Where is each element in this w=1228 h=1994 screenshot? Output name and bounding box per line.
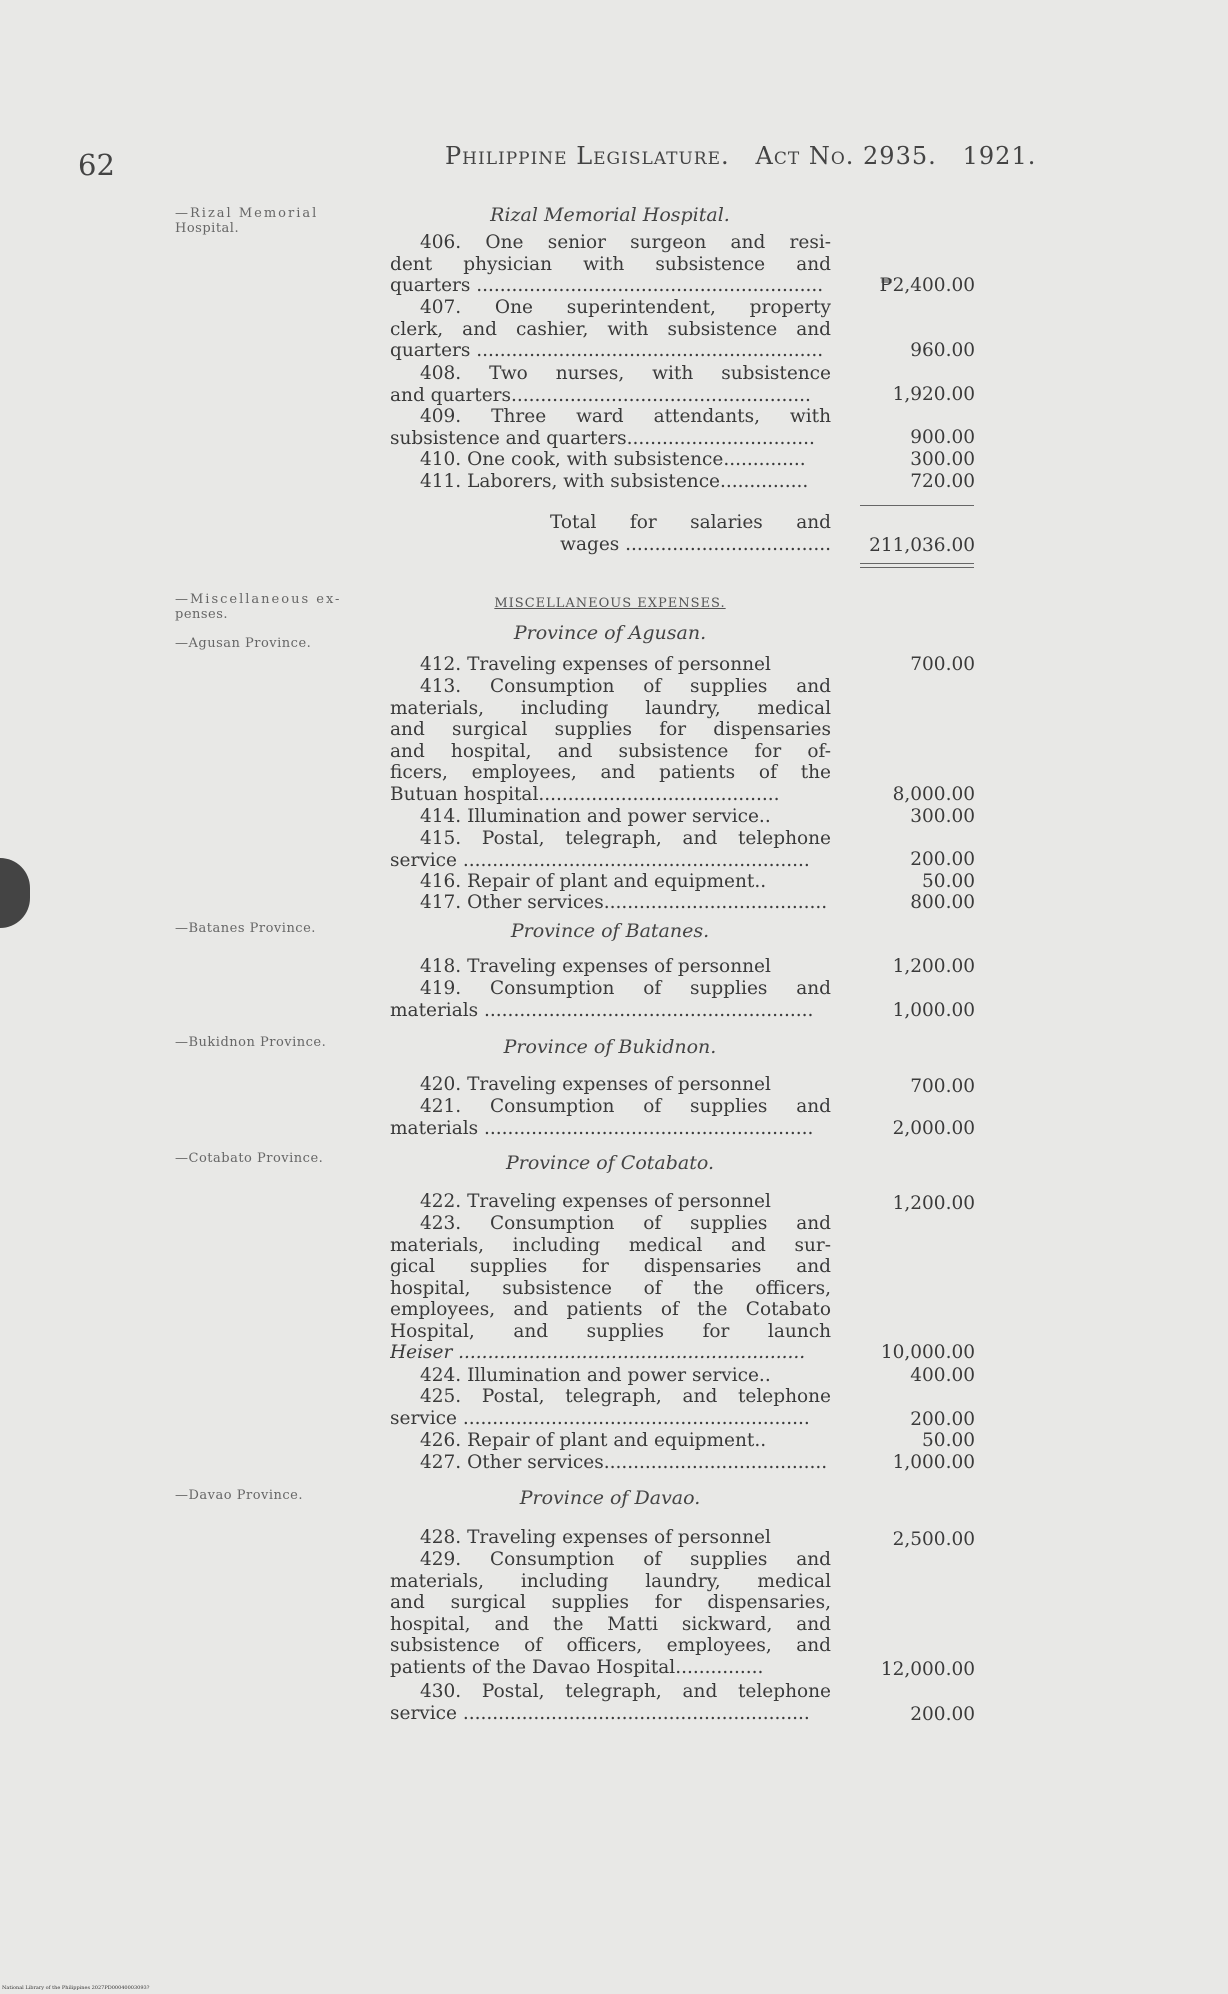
amount-408: 1,920.00 <box>892 384 975 405</box>
amount-416: 50.00 <box>922 871 975 892</box>
amount-417: 800.00 <box>910 892 975 913</box>
running-head-year: 1921. <box>962 142 1037 170</box>
margin-note-cotabato: —Cotabato Province. <box>175 1151 324 1166</box>
item-421: 421. Consumption of supplies and materials ........................................................ <box>390 1096 831 1139</box>
item-417: 417. Other services...................................... <box>420 892 828 913</box>
amount-418: 1,200.00 <box>892 956 975 977</box>
item-424: 424. Illumination and power service.. <box>420 1365 771 1386</box>
amount-415: 200.00 <box>910 849 975 870</box>
section-title-cotabato: Province of Cotabato. <box>506 1152 714 1174</box>
amount-409: 900.00 <box>910 427 975 448</box>
item-419: 419. Consumption of supplies and materials ........................................................ <box>390 978 831 1021</box>
amount-429: 12,000.00 <box>880 1659 975 1680</box>
item-428: 428. Traveling expenses of personnel <box>420 1527 771 1548</box>
running-head <box>445 142 1036 170</box>
section-title-agusan: Province of Agusan. <box>513 622 707 644</box>
amount-424: 400.00 <box>910 1365 975 1386</box>
section-title-rizal: Rizal Memorial Hospital. <box>490 204 730 226</box>
item-406: 406. One senior surgeon and resi- dent physician with subsistence and quarters ........................................................... <box>390 232 831 296</box>
item-411: 411. Laborers, with subsistence............... <box>420 471 809 492</box>
item-416: 416. Repair of plant and equipment.. <box>420 871 767 892</box>
amount-430: 200.00 <box>910 1704 975 1725</box>
item-413: 413. Consumption of supplies and materials, including laundry, medical and surgical supplies for dispensaries and hospital, and subsistence for of- ficers, employees, and patients of the Butuan hospital......................................... <box>390 676 831 805</box>
double-rule-bottom <box>860 567 974 568</box>
amount-428: 2,500.00 <box>892 1529 975 1550</box>
margin-note-agusan: —Agusan Province. <box>175 636 312 651</box>
margin-note-batanes: —Batanes Province. <box>175 921 316 936</box>
amount-411: 720.00 <box>910 471 975 492</box>
amount-413: 8,000.00 <box>892 784 975 805</box>
item-410: 410. One cook, with subsistence.............. <box>420 449 806 470</box>
total-salaries-label: Total for salaries and wages ................................... <box>550 512 831 555</box>
item-429: 429. Consumption of supplies and materials, including laundry, medical and surgical supplies for dispensaries, hospital, and the Matti sickward, and subsistence of officers, employees, and patients of the Davao Hospital............... <box>390 1549 831 1678</box>
item-409: 409. Three ward attendants, with subsistence and quarters................................ <box>390 406 831 449</box>
item-415: 415. Postal, telegraph, and telephone service ........................................................... <box>390 828 831 871</box>
running-head-act: Act No. 2935. <box>755 142 937 170</box>
amount-421: 2,000.00 <box>892 1118 975 1139</box>
amount-412: 700.00 <box>910 654 975 675</box>
item-407: 407. One superintendent, property clerk, and cashier, with subsistence and quarters ........................................................... <box>390 297 831 361</box>
margin-note-misc: —Miscellaneous ex- penses. <box>175 592 342 622</box>
section-title-bukidnon: Province of Bukidnon. <box>503 1036 717 1058</box>
double-rule-top <box>860 563 974 564</box>
page-edge-shadow <box>0 858 30 928</box>
total-salaries-amount: 211,036.00 <box>869 535 975 556</box>
amount-427: 1,000.00 <box>892 1452 975 1473</box>
item-427: 427. Other services...................................... <box>420 1452 828 1473</box>
amount-406: ₱2,400.00 <box>879 275 975 296</box>
item-425: 425. Postal, telegraph, and telephone service ........................................................... <box>390 1386 831 1429</box>
item-423: 423. Consumption of supplies and materials, including medical and sur- gical supplies for dispensaries and hospital, subsistence of the officers, employees, and patients of the Cotabato Hospital, and supplies for launch Heiser ........................................................... <box>390 1213 831 1363</box>
amount-410: 300.00 <box>910 449 975 470</box>
item-422: 422. Traveling expenses of personnel <box>420 1191 771 1212</box>
item-408: 408. Two nurses, with subsistence and quarters................................................... <box>390 363 831 406</box>
amount-426: 50.00 <box>922 1430 975 1451</box>
amount-407: 960.00 <box>910 340 975 361</box>
section-title-batanes: Province of Batanes. <box>510 920 710 942</box>
page-number: 62 <box>78 148 115 182</box>
item-426: 426. Repair of plant and equipment.. <box>420 1430 767 1451</box>
amount-425: 200.00 <box>910 1409 975 1430</box>
total-rule <box>860 505 974 506</box>
item-430: 430. Postal, telegraph, and telephone service ........................................................... <box>390 1681 831 1724</box>
scan-footer: National Library of the Philippines 2027PD00040003093? <box>2 1985 150 1991</box>
margin-note-rizal: —Rizal Memorial Hospital. <box>175 206 319 236</box>
item-412: 412. Traveling expenses of personnel <box>420 654 771 675</box>
item-418: 418. Traveling expenses of personnel <box>420 956 771 977</box>
amount-420: 700.00 <box>910 1076 975 1097</box>
amount-422: 1,200.00 <box>892 1193 975 1214</box>
item-414: 414. Illumination and power service.. <box>420 806 771 827</box>
section-title-davao: Province of Davao. <box>519 1487 701 1509</box>
amount-423: 10,000.00 <box>880 1342 975 1363</box>
margin-note-bukidnon: —Bukidnon Province. <box>175 1035 327 1050</box>
amount-419: 1,000.00 <box>892 1000 975 1021</box>
margin-note-davao: —Davao Province. <box>175 1488 303 1503</box>
misc-expenses-heading: MISCELLANEOUS EXPENSES. <box>494 596 726 611</box>
running-head-legislature: Philippine Legislature. <box>445 142 730 170</box>
item-420: 420. Traveling expenses of personnel <box>420 1074 771 1095</box>
amount-414: 300.00 <box>910 806 975 827</box>
